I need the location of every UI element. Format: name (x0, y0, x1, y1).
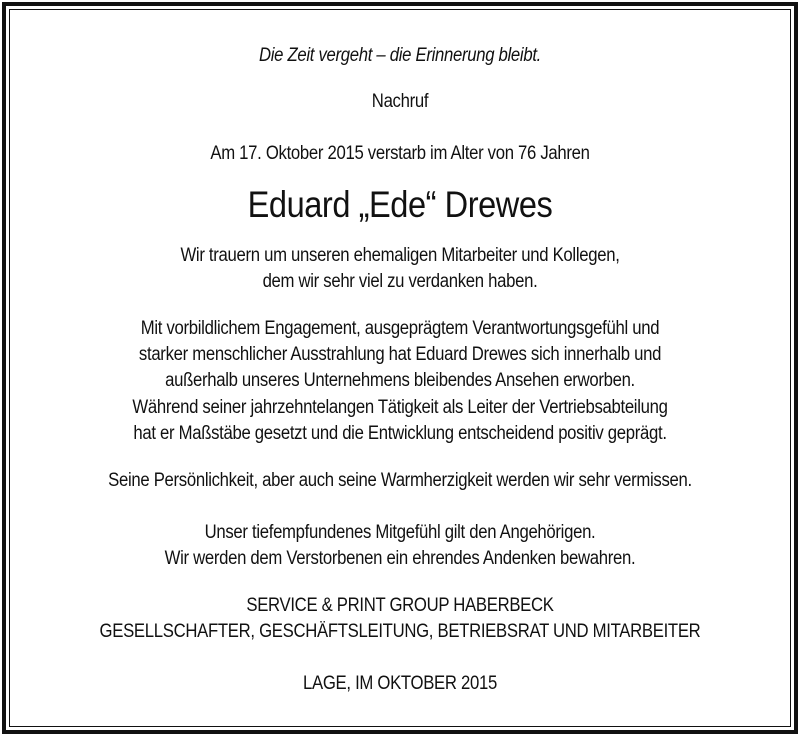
death-notice: Am 17. Oktober 2015 verstarb im Alter von 76 Jahren (210, 143, 590, 164)
tribute-line-2: starker menschlicher Ausstrahlung hat Eduard Drewes sich innerhalb und (138, 344, 662, 365)
signature-groups: GESELLSCHAFTER, GESCHÄFTSLEITUNG, BETRIEBSRAT UND MITARBEITER (99, 621, 701, 642)
signature-company: SERVICE & PRINT GROUP HABERBECK (246, 595, 554, 616)
place-date: LAGE, IM OKTOBER 2015 (303, 673, 497, 694)
tribute-line-3: außerhalb unseres Unternehmens bleibendes Ansehen erworben. (165, 370, 635, 391)
personality-line: Seine Persönlichkeit, aber auch seine Warmherzigkeit werden wir sehr vermissen. (108, 470, 692, 491)
tribute-line-5: hat er Maßstäbe gesetzt und die Entwicklung entscheidend positiv geprägt. (133, 423, 667, 444)
condolence-line-1: Unser tiefempfundenes Mitgefühl gilt den Angehörigen. (204, 522, 596, 543)
mourning-line-2: dem wir sehr viel zu verdanken haben. (262, 271, 538, 292)
tribute-line-4: Während seiner jahrzehntelangen Tätigkeit als Leiter der Vertriebsabteilung (132, 397, 668, 418)
heading: Nachruf (371, 91, 429, 112)
tribute-line-1: Mit vorbildlichem Engagement, ausgeprägtem Verantwortungsgefühl und (140, 318, 660, 339)
mourning-line-1: Wir trauern um unseren ehemaligen Mitarbeiter und Kollegen, (180, 245, 620, 266)
obituary-notice (12, 0, 788, 736)
deceased-name: Eduard „Ede“ Drewes (247, 184, 553, 225)
condolence-line-2: Wir werden dem Verstorbenen ein ehrendes Andenken bewahren. (164, 548, 636, 569)
motto: Die Zeit vergeht – die Erinnerung bleibt. (258, 45, 541, 66)
